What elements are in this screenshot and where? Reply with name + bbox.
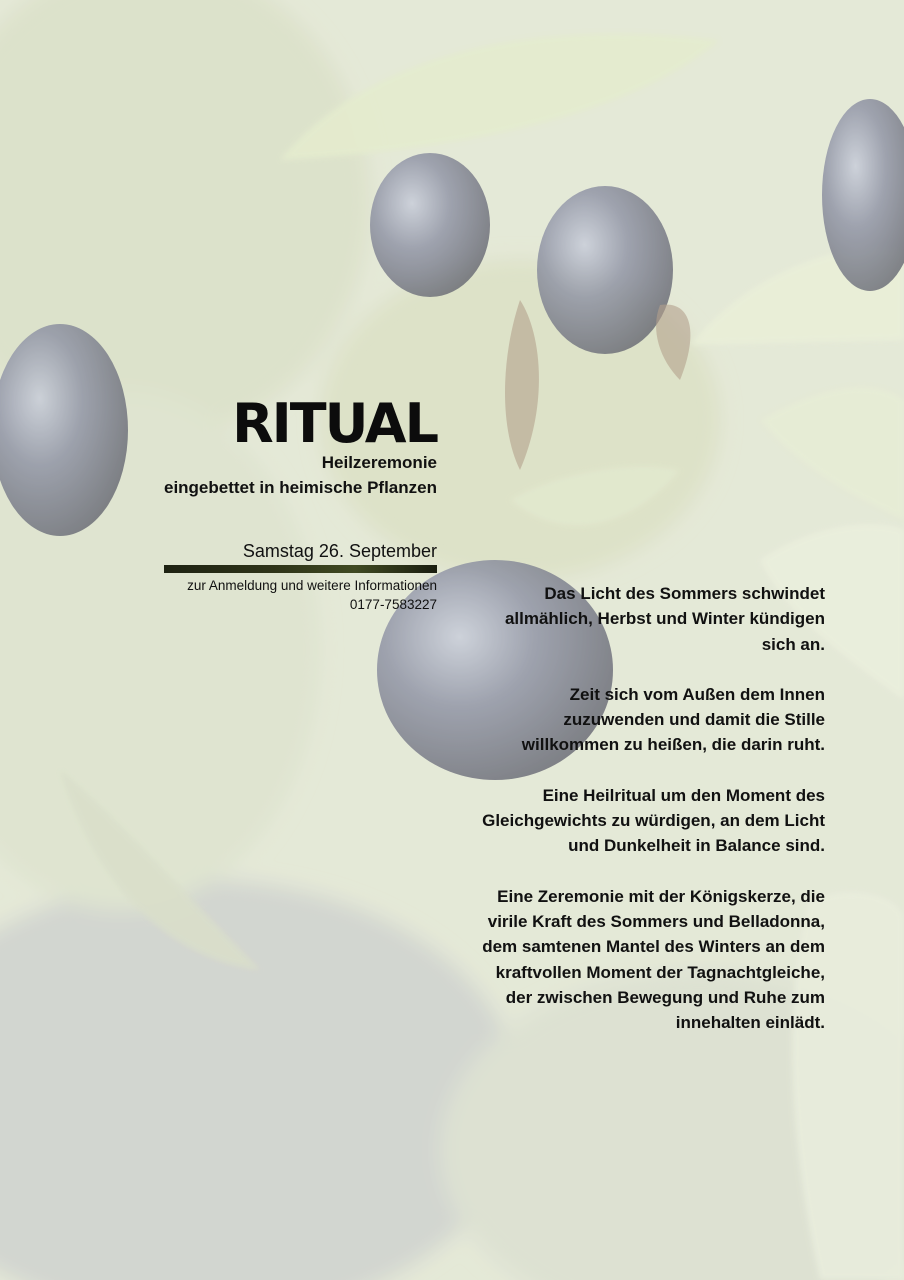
description-line: zuzuwenden und damit die Stille [563, 710, 825, 730]
description-line: innehalten einlädt. [675, 1013, 825, 1033]
description-line: Zeit sich vom Außen dem Innen [569, 684, 825, 704]
description-line: Eine Zeremonie mit der Königskerze, die [497, 886, 825, 906]
event-date: Samstag 26. September [242, 541, 437, 561]
description-paragraph [440, 783, 825, 859]
divider-bar [164, 565, 437, 573]
description-line: und Dunkelheit in Balance sind. [568, 836, 825, 856]
description-paragraph [440, 682, 825, 758]
description-line: allmählich, Herbst und Winter kündigen [504, 609, 825, 629]
description-line: willkommen zu heißen, die darin ruht. [521, 735, 825, 755]
registration-info [137, 576, 437, 614]
description-line: dem samtenen Mantel des Winters an dem [482, 937, 825, 957]
subtitle-line-2: eingebettet in heimische Pflanzen [163, 478, 437, 497]
subtitle-line-1: Heilzeremonie [321, 453, 437, 472]
description-line: virile Kraft des Sommers und Belladonna, [487, 911, 825, 931]
description-line: kraftvollen Moment der Tagnachtgleiche, [495, 962, 825, 982]
description-line: Eine Heilritual um den Moment des [542, 785, 825, 805]
description-paragraph [440, 581, 825, 657]
description-line: sich an. [761, 634, 825, 654]
phone-number: 0177-7583227 [349, 597, 437, 612]
flyer-subtitle [97, 450, 437, 500]
description-paragraph [440, 884, 825, 1036]
flyer-title: RITUAL [232, 392, 437, 455]
registration-text: zur Anmeldung und weitere Informationen [187, 578, 437, 593]
description-line: Das Licht des Sommers schwindet [544, 584, 825, 603]
description-text [440, 581, 825, 1060]
description-line: Gleichgewichts zu würdigen, an dem Licht [482, 811, 825, 831]
description-line: der zwischen Bewegung und Ruhe zum [505, 987, 825, 1007]
